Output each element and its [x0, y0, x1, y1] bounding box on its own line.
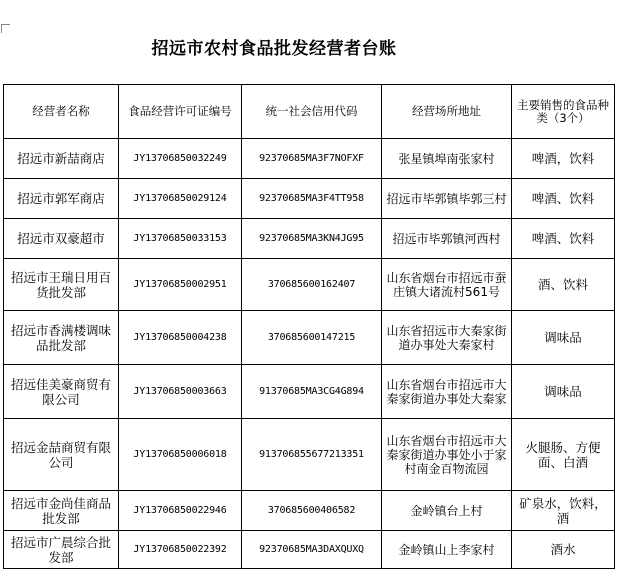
cell-products: 调味品: [512, 311, 615, 365]
cell-address: 招远市毕郭镇毕郭三村: [382, 179, 512, 219]
cell-address: 招远市毕郭镇河西村: [382, 219, 512, 259]
cell-credit-code: 913706855677213351: [242, 419, 382, 491]
page-title: 招远市农村食品批发经营者台账: [151, 39, 397, 59]
cell-business-name: 招远市香满楼调味品批发部: [4, 311, 119, 365]
cell-credit-code: 92370685MA3F4TT958: [242, 179, 382, 219]
table-row: [4, 219, 615, 259]
cell-products: 酒水: [512, 531, 615, 569]
cell-license-number: JY13706850022392: [119, 531, 242, 569]
cell-credit-code: 370685600162407: [242, 259, 382, 311]
cell-products: 矿泉水，饮料，酒: [512, 491, 615, 531]
table-row: [4, 259, 615, 311]
cell-license-number: JY13706850032249: [119, 139, 242, 179]
cell-products: 啤酒、饮料: [512, 219, 615, 259]
cell-address: 山东省招远市大秦家街道办事处大秦家村: [382, 311, 512, 365]
cell-products: 啤酒，饮料: [512, 139, 615, 179]
header-address: 经营场所地址: [382, 85, 512, 139]
table-row: [4, 311, 615, 365]
table-header-row: [4, 85, 615, 139]
header-products: 主要销售的食品种类（3个）: [512, 85, 615, 139]
cell-products: 啤酒、饮料: [512, 179, 615, 219]
cell-credit-code: 92370685MA3F7NOFXF: [242, 139, 382, 179]
cell-address: 张星镇埠南张家村: [382, 139, 512, 179]
cell-license-number: JY13706850022946: [119, 491, 242, 531]
cell-business-name: 招远佳美豪商贸有限公司: [4, 365, 119, 419]
header-credit-code: 统一社会信用代码: [242, 85, 382, 139]
cell-credit-code: 370685600147215: [242, 311, 382, 365]
cell-address: 金岭镇山上李家村: [382, 531, 512, 569]
cell-products: 酒、饮料: [512, 259, 615, 311]
cell-business-name: 招远金喆商贸有限公司: [4, 419, 119, 491]
header-license: 食品经营许可证编号: [119, 85, 242, 139]
cell-credit-code: 370685600406582: [242, 491, 382, 531]
table-row: [4, 139, 615, 179]
cell-license-number: JY13706850004238: [119, 311, 242, 365]
cell-license-number: JY13706850002951: [119, 259, 242, 311]
table-row: [4, 491, 615, 531]
cell-license-number: JY13706850006018: [119, 419, 242, 491]
cell-license-number: JY13706850033153: [119, 219, 242, 259]
ledger-table: [3, 84, 615, 569]
cell-credit-code: 92370685MA3KN4JG95: [242, 219, 382, 259]
cell-license-number: JY13706850003663: [119, 365, 242, 419]
cell-products: 火腿肠、方便面、白酒: [512, 419, 615, 491]
table-row: [4, 419, 615, 491]
cell-business-name: 招远市王瑞日用百货批发部: [4, 259, 119, 311]
cell-credit-code: 92370685MA3DAXQUXQ: [242, 531, 382, 569]
cell-business-name: 招远市双豪超市: [4, 219, 119, 259]
corner-crop-mark: [1, 24, 10, 33]
cell-address: 山东省烟台市招远市蚕庄镇大诸流村561号: [382, 259, 512, 311]
table-row: [4, 365, 615, 419]
cell-business-name: 招远市郭军商店: [4, 179, 119, 219]
cell-address: 山东省烟台市招远市大秦家街道办事处大秦家: [382, 365, 512, 419]
cell-license-number: JY13706850029124: [119, 179, 242, 219]
cell-business-name: 招远市金尚佳商品批发部: [4, 491, 119, 531]
cell-credit-code: 91370685MA3CG4G894: [242, 365, 382, 419]
table-row: [4, 531, 615, 569]
cell-address: 山东省烟台市招远市大秦家街道办事处小于家村南金百物流园: [382, 419, 512, 491]
cell-products: 调味品: [512, 365, 615, 419]
header-name: 经营者名称: [4, 85, 119, 139]
cell-business-name: 招远市新喆商店: [4, 139, 119, 179]
cell-address: 金岭镇台上村: [382, 491, 512, 531]
cell-business-name: 招远市广晨综合批发部: [4, 531, 119, 569]
table-row: [4, 179, 615, 219]
